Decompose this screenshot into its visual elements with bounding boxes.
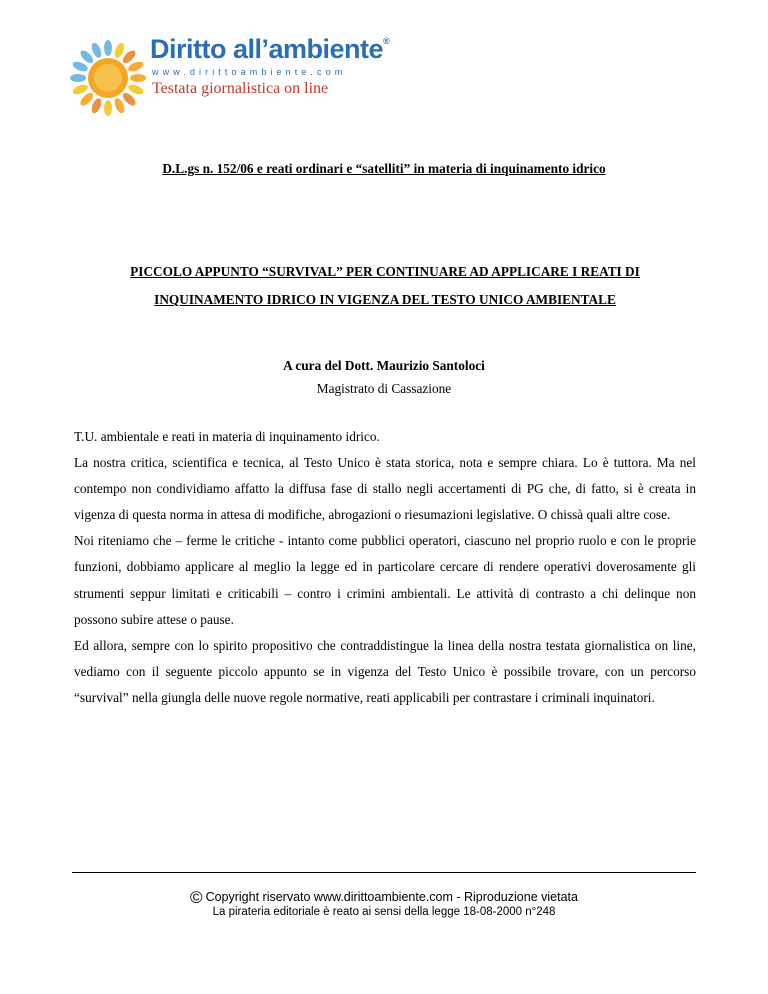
paragraph: T.U. ambientale e reati in materia di inquinamento idrico.	[74, 429, 380, 444]
logo-title: Diritto all’ambiente®	[150, 34, 390, 64]
document-heading	[80, 258, 690, 314]
footer-copyright: © Copyright riservato www.dirittoambiente.com - Riproduzione vietata	[190, 888, 578, 907]
sun-ray	[113, 41, 127, 59]
paragraph: Noi riteniamo che – ferme le critiche - intanto come pubblici operatori, ciascuno nel proprio ruolo e con le proprie funzioni, dobbiamo applicare al meglio la legge ed in particolare cercare di rendere operativi doverosamente gli strumenti seppur limitati e criticabili – contro i crimini ambientali. Le attività di contrasto a chi delinque non possono subire attese o pause.	[74, 533, 696, 627]
paragraph: La nostra critica, scientifica e tecnica, al Testo Unico è stata storica, nota e sempre chiara. Lo è tuttora. Ma nel contempo non condividiamo affatto la diffusa fase di stallo negli accertamenti di PG che, di fatto, si è creata in vigenza di questa norma in attesa di modifiche, abrogazioni o riesumazioni legislative. O chissà quali altre cose.	[74, 455, 696, 523]
sun-ray	[104, 100, 112, 116]
sun-ray	[71, 83, 89, 97]
heading-line-2: INQUINAMENTO IDRICO IN VIGENZA DEL TESTO UNICO AMBIENTALE	[154, 292, 616, 307]
logo-subtitle: Testata giornalistica on line	[152, 80, 329, 97]
sun-ray	[90, 41, 104, 59]
sun-ray	[104, 40, 112, 56]
sun-ray	[71, 60, 89, 74]
footer-notice: La pirateria editoriale è reato ai sensi della legge 18-08-2000 n°248	[212, 906, 556, 918]
body-text	[74, 424, 696, 711]
author-role: Magistrato di Cassazione	[316, 381, 452, 396]
document-title: D.L.gs n. 152/06 e reati ordinari e “satelliti” in materia di inquinamento idrico	[162, 161, 606, 176]
copyright-icon: ©	[190, 888, 203, 907]
sun-ray	[90, 97, 104, 115]
heading-line-1: PICCOLO APPUNTO “SURVIVAL” PER CONTINUARE AD APPLICARE I REATI DI	[130, 264, 640, 279]
logo-url: www.dirittoambiente.com	[152, 67, 347, 77]
footer-divider	[72, 872, 696, 873]
sun-ray	[127, 60, 145, 74]
author: A cura del Dott. Maurizio Santoloci	[283, 358, 485, 373]
sun-ray	[130, 74, 146, 82]
logo	[68, 30, 390, 120]
paragraph: Ed allora, sempre con lo spirito propositivo che contraddistingue la linea della nostra testata giornalistica on line, vediamo con il seguente piccolo appunto se in vigenza del Testo Unico è possibile trovare, con un percorso “survival” nella giungla delle nuove regole normative, reati applicabili per contrastare i criminali inquinatori.	[74, 637, 696, 705]
sun-ray	[70, 74, 86, 82]
sun-ray	[127, 83, 145, 97]
sun-logo-icon	[68, 38, 148, 118]
sun-ray	[113, 97, 127, 115]
